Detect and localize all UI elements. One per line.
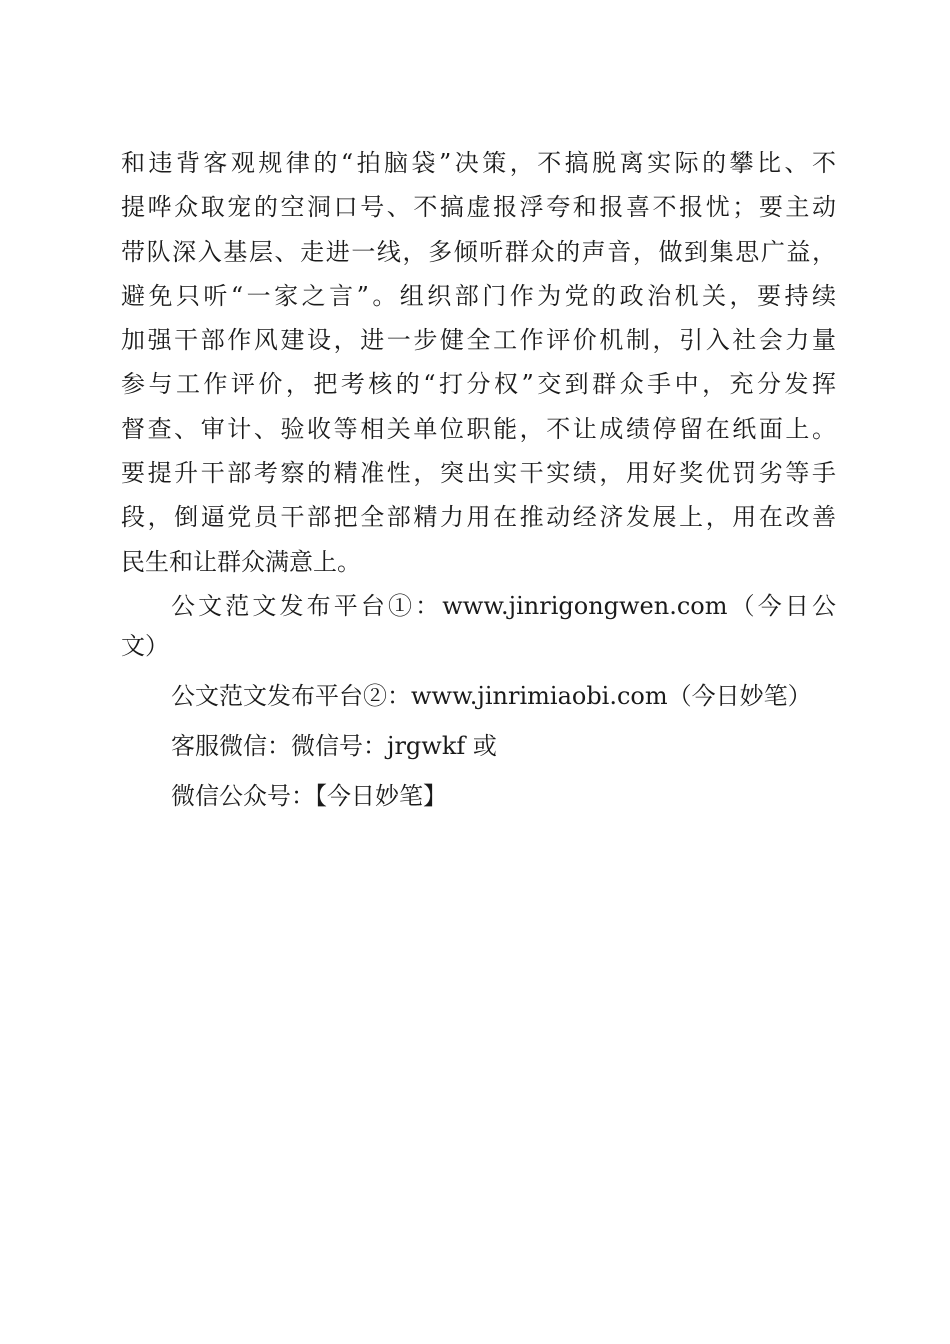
platform-1-continuation: 文）	[121, 632, 169, 660]
paragraph-line: 提哗众取宠的空洞口号、不搞虚报浮夸和报喜不报忧；要主动	[121, 193, 836, 222]
paragraph-line: 参与工作评价，把考核的“打分权”交到群众手中，充分发挥	[121, 370, 836, 399]
paragraph-line: 加强干部作风建设，进一步健全工作评价机制，引入社会力量	[121, 326, 836, 355]
body-paragraph	[121, 141, 836, 584]
footer-info	[121, 586, 836, 816]
paragraph-line: 督查、审计、验收等相关单位职能，不让成绩停留在纸面上。	[121, 414, 836, 443]
paragraph-line: 带队深入基层、走进一线，多倾听群众的声音，做到集思广益，	[121, 237, 836, 266]
paragraph-line: 民生和让群众满意上。	[121, 547, 361, 576]
official-account-line: 微信公众号：【今日妙笔】	[171, 782, 447, 810]
paragraph-line: 避免只听“一家之言”。组织部门作为党的政治机关，要持续	[121, 281, 836, 310]
paragraph-line: 要提升干部考察的精准性，突出实干实绩，用好奖优罚劣等手	[121, 459, 836, 488]
platform-2-line: 公文范文发布平台②：www.jinrimiaobi.com（今日妙笔）	[171, 682, 812, 710]
paragraph-line: 段，倒逼党员干部把全部精力用在推动经济发展上，用在改善	[121, 503, 836, 532]
paragraph-line: 和违背客观规律的“拍脑袋”决策，不搞脱离实际的攀比、不	[121, 149, 836, 177]
platform-1-line: 公文范文发布平台①：www.jinrigongwen.com（今日公	[171, 592, 836, 620]
service-wechat-line: 客服微信：微信号：jrgwkf 或	[171, 732, 497, 760]
